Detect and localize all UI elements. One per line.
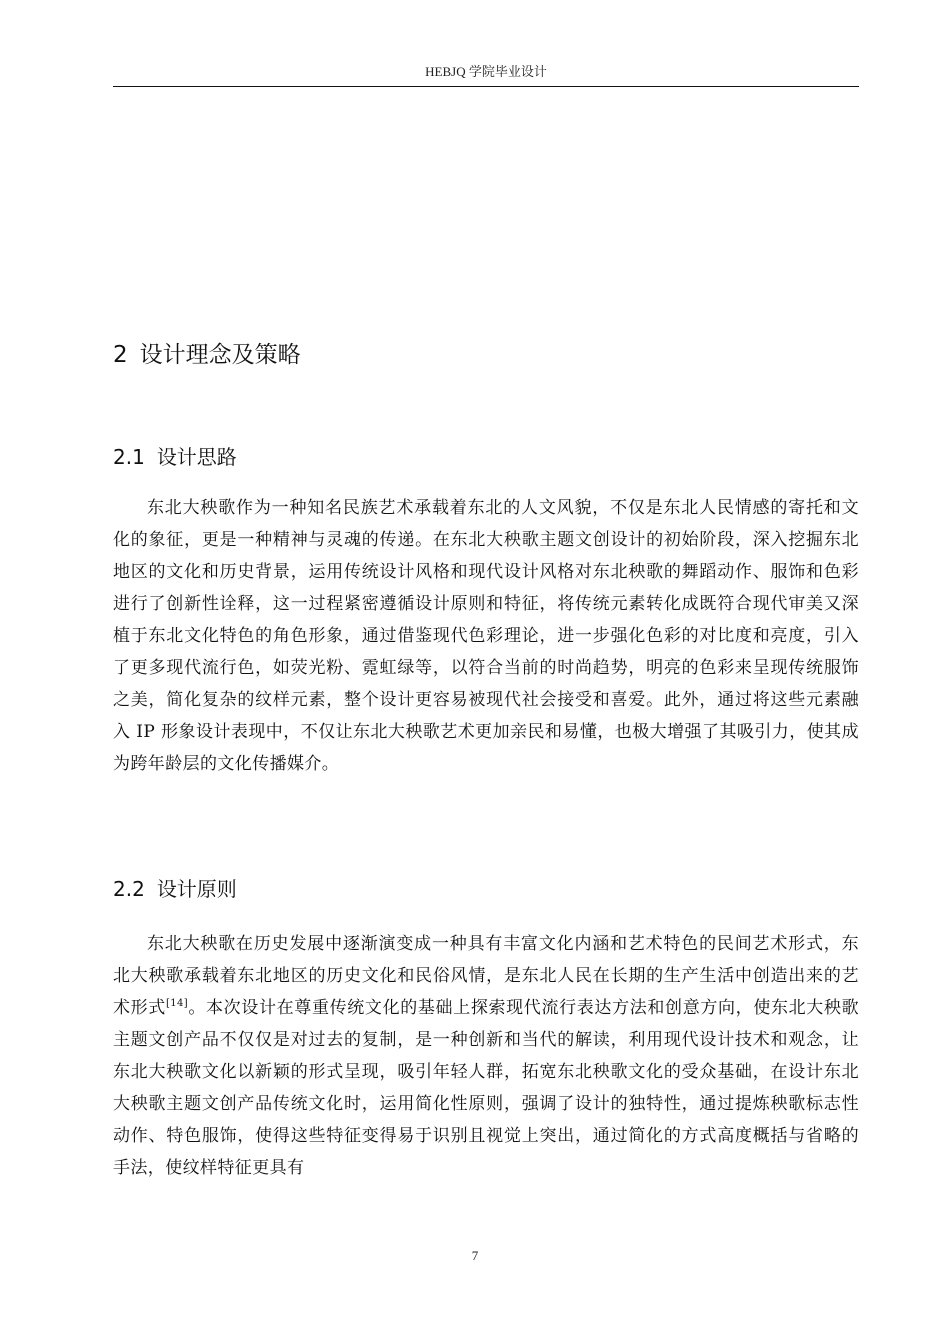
section-title: 设计原则 xyxy=(156,877,237,901)
chapter-number: 2 xyxy=(113,342,128,368)
section-2-2-paragraph xyxy=(113,928,859,1184)
header-rule xyxy=(113,86,859,87)
paragraph-text: 。本次设计在尊重传统文化的基础上探索现代流行表达方法和创意方向，使东北大秧歌主题文创产品不仅仅是对过去的复制，是一种创新和当代的解读，利用现代设计技术和观念，让东北大秧歌文化以新颖的形式呈现，吸引年轻人群，拓宽东北秧歌文化的受众基础，在设计东北大秧歌主题文创产品传统文化时，运用简化性原则，强调了设计的独特性，通过提炼秧歌标志性动作、特色服饰，使得这些特征变得易于识别且视觉上突出，通过简化的方式高度概括与省略的手法，使纹样特征更具有 xyxy=(113,998,859,1178)
section-2-1-paragraph: 东北大秧歌作为一种知名民族艺术承载着东北的人文风貌，不仅是东北人民情感的寄托和文化的象征，更是一种精神与灵魂的传递。在东北大秧歌主题文创设计的初始阶段，深入挖掘东北地区的文化和历史背景，运用传统设计风格和现代设计风格对东北秧歌的舞蹈动作、服饰和色彩进行了创新性诠释，这一过程紧密遵循设计原则和特征，将传统元素转化成既符合现代审美又深植于东北文化特色的角色形象，通过借鉴现代色彩理论，进一步强化色彩的对比度和亮度，引入了更多现代流行色，如荧光粉、霓虹绿等，以符合当前的时尚趋势，明亮的色彩来呈现传统服饰之美，简化复杂的纹样元素，整个设计更容易被现代社会接受和喜爱。此外，通过将这些元素融入 IP 形象设计表现中，不仅让东北大秧歌艺术更加亲民和易懂，也极大增强了其吸引力，使其成为跨年龄层的文化传播媒介。 xyxy=(113,498,859,774)
header-title: HEBJQ 学院毕业设计 xyxy=(425,64,547,79)
section-number: 2.2 xyxy=(113,877,145,901)
paragraph-text: 东北大秧歌在历史发展中逐渐演变成一种具有丰富文化内涵和艺术特色的民间艺术形式，东北大秧歌承载着东北地区的历史文化和民俗风情，是东北人民在长期的生产生活中创造出来的艺术形式 xyxy=(113,934,859,1018)
section-number: 2.1 xyxy=(113,445,145,469)
chapter-heading xyxy=(113,338,859,372)
section-title: 设计思路 xyxy=(156,445,237,469)
section-heading-2-2 xyxy=(113,874,859,904)
chapter-title: 设计理念及策略 xyxy=(139,342,301,368)
section-heading-2-1 xyxy=(113,442,859,472)
page-header xyxy=(113,58,859,88)
citation-reference: [14] xyxy=(165,998,189,1009)
page-number: 7 xyxy=(471,1248,479,1263)
